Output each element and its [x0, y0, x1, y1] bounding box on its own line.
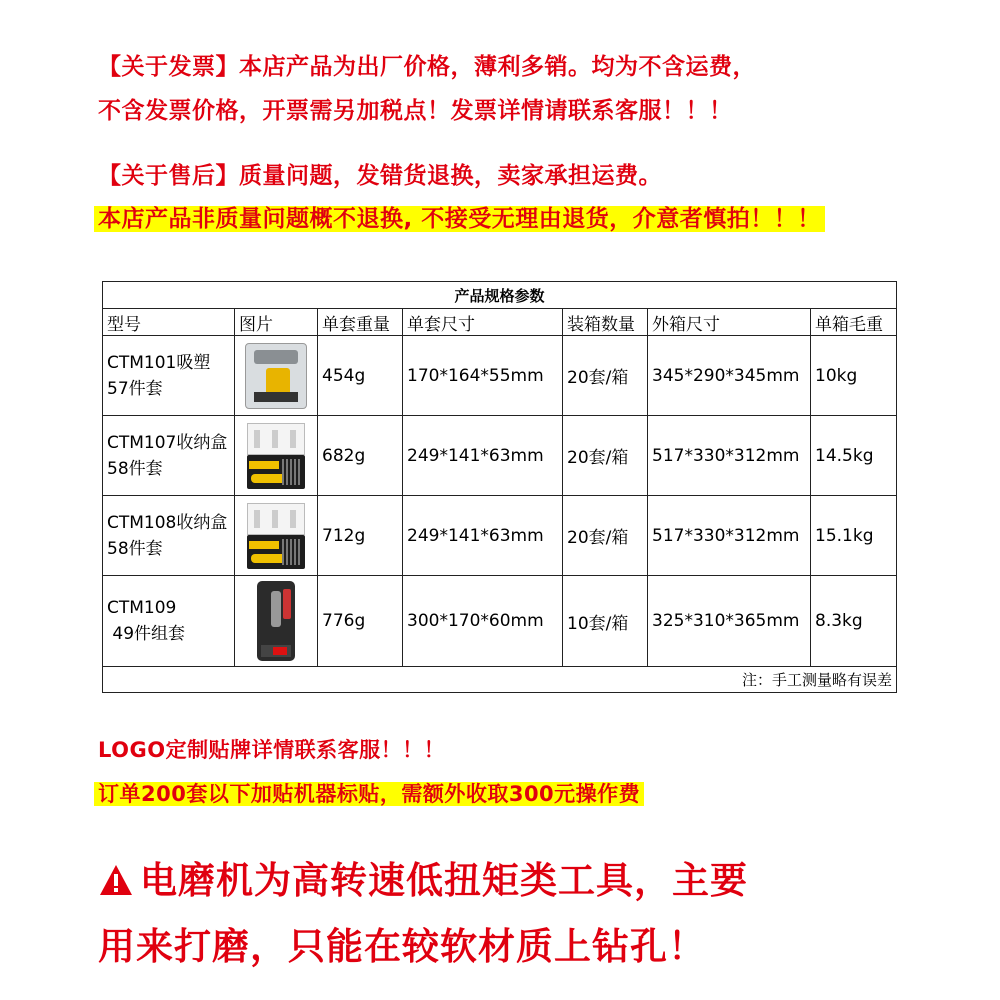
- gross-weight: 14.5kg: [811, 416, 897, 496]
- pack-qty: 20套/箱: [563, 416, 648, 496]
- header-image: 图片: [235, 309, 318, 336]
- table-row: [103, 416, 897, 496]
- unit-size: 249*141*63mm: [403, 416, 563, 496]
- product-image: [243, 501, 309, 571]
- logo-fee-line: [98, 778, 644, 808]
- product-image: [243, 421, 309, 491]
- pack-qty: 10套/箱: [563, 576, 648, 667]
- unit-weight: 776g: [318, 576, 403, 667]
- unit-weight: 454g: [318, 336, 403, 416]
- aftersale-highlight: 本店产品非质量问题概不退换, 不接受无理由退货，介意者慎拍！！！: [94, 206, 825, 232]
- warning-line1: [98, 850, 748, 906]
- table-title: 产品规格参数: [103, 282, 897, 309]
- invoice-notice-line2: 不含发票价格，开票需另加税点！发票详情请联系客服！！！: [98, 98, 733, 124]
- carton-size: 517*330*312mm: [648, 416, 811, 496]
- gross-weight: 10kg: [811, 336, 897, 416]
- header-carton-size: 外箱尺寸: [648, 309, 811, 336]
- spec-table: [102, 281, 897, 693]
- model-pieces: 57件套: [107, 378, 163, 399]
- carton-size: 345*290*345mm: [648, 336, 811, 416]
- header-gross-weight: 单箱毛重: [811, 309, 897, 336]
- model-name: CTM101吸塑: [107, 352, 211, 373]
- invoice-notice-line1: 【关于发票】本店产品为出厂价格，薄利多销。均为不含运费，: [98, 54, 756, 80]
- gross-weight: 15.1kg: [811, 496, 897, 576]
- pack-qty: 20套/箱: [563, 336, 648, 416]
- gross-weight: 8.3kg: [811, 576, 897, 667]
- pack-qty: 20套/箱: [563, 496, 648, 576]
- product-image: [243, 341, 309, 411]
- warning-text-line1: 电磨机为高转速低扭矩类工具，主要: [140, 859, 748, 902]
- header-unit-size: 单套尺寸: [403, 309, 563, 336]
- unit-size: 249*141*63mm: [403, 496, 563, 576]
- warning-line2: 用来打磨，只能在较软材质上钻孔！: [98, 925, 706, 968]
- header-pack-qty: 装箱数量: [563, 309, 648, 336]
- unit-weight: 712g: [318, 496, 403, 576]
- header-unit-weight: 单套重量: [318, 309, 403, 336]
- unit-weight: 682g: [318, 416, 403, 496]
- logo-fee-highlight: 订单200套以下加贴机器标贴，需额外收取300元操作费: [94, 782, 644, 806]
- model-name: CTM109: [107, 598, 177, 618]
- carton-size: 517*330*312mm: [648, 496, 811, 576]
- unit-size: 300*170*60mm: [403, 576, 563, 667]
- carton-size: 325*310*365mm: [648, 576, 811, 667]
- table-row: [103, 336, 897, 416]
- model-pieces: 58件套: [107, 458, 163, 479]
- table-row: [103, 496, 897, 576]
- aftersale-notice-line1: 【关于售后】质量问题，发错货退换，卖家承担运费。: [98, 163, 662, 189]
- model-pieces: 49件组套: [107, 624, 186, 644]
- warning-triangle-icon: [98, 863, 134, 906]
- logo-custom-line: LOGO定制贴牌详情联系客服！！！: [98, 738, 446, 762]
- unit-size: 170*164*55mm: [403, 336, 563, 416]
- product-image: [243, 579, 309, 663]
- model-name: CTM107收纳盒: [107, 432, 228, 453]
- header-model: 型号: [103, 309, 235, 336]
- table-note: 注：手工测量略有误差: [103, 667, 897, 693]
- aftersale-notice-line2: [98, 200, 825, 233]
- table-row: [103, 576, 897, 667]
- model-pieces: 58件套: [107, 538, 163, 559]
- model-name: CTM108收纳盒: [107, 512, 228, 533]
